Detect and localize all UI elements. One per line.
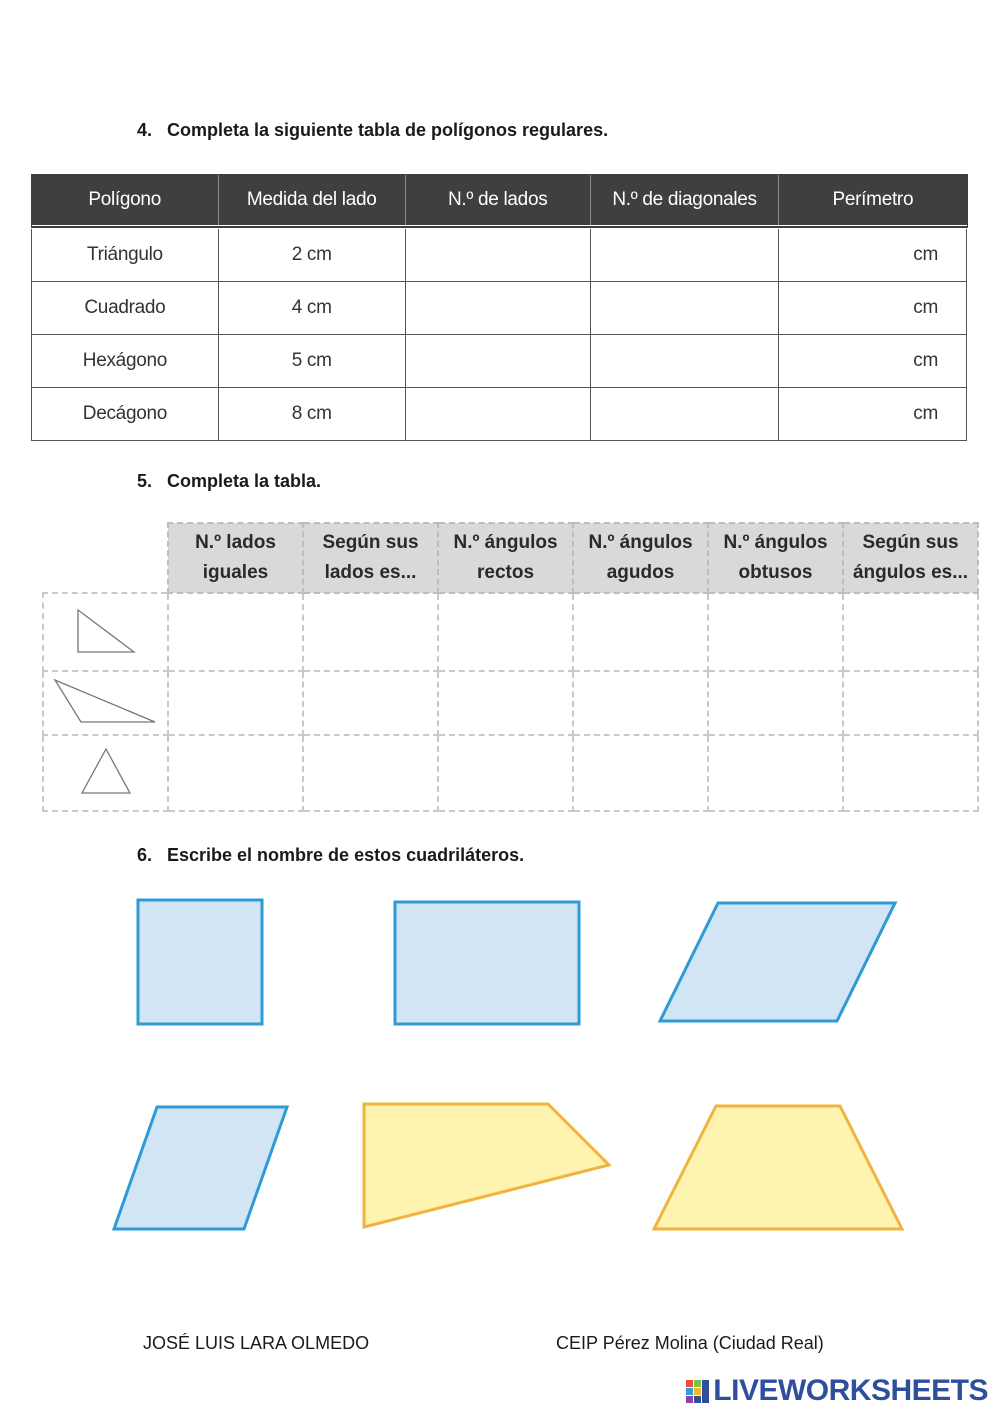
header-by-angles: Según sus ángulos es... <box>843 523 978 593</box>
isosceles-trapezoid-shape <box>654 1106 902 1229</box>
header-perimeter: Perímetro <box>779 175 967 227</box>
header-side-length: Medida del lado <box>218 175 405 227</box>
polygon-name: Triángulo <box>32 227 219 282</box>
rhomboid-shape <box>660 903 895 1021</box>
irregular-trapezoid-shape <box>364 1104 609 1227</box>
side-length: 2 cm <box>218 227 405 282</box>
header-right-angles: N.º ángulos rectos <box>438 523 573 593</box>
rectangle-shape <box>395 902 579 1024</box>
header-equal-sides: N.º lados iguales <box>168 523 303 593</box>
side-length: 5 cm <box>218 335 405 388</box>
liveworksheets-logo <box>685 1374 988 1408</box>
header-by-sides: Según sus lados es... <box>303 523 438 593</box>
section-6-title: Escribe el nombre de estos cuadriláteros. <box>167 845 525 865</box>
section-6-number: 6. <box>137 845 153 865</box>
brand-name: LIVEWORKSHEETS <box>713 1374 988 1407</box>
polygon-name: Hexágono <box>32 335 219 388</box>
perimeter-answer[interactable]: cm <box>779 282 967 335</box>
polygon-name: Cuadrado <box>32 282 219 335</box>
header-polygon: Polígono <box>32 175 219 227</box>
perimeter-answer[interactable]: cm <box>779 227 967 282</box>
section-4-title: Completa la siguiente tabla de polígonos regulares. <box>167 120 609 140</box>
liveworksheets-icon <box>685 1378 711 1404</box>
rhombus-shape <box>114 1107 287 1229</box>
side-length: 8 cm <box>218 388 405 441</box>
header-num-diagonals: N.º de diagonales <box>590 175 778 227</box>
square-shape <box>138 900 262 1024</box>
perimeter-answer[interactable]: cm <box>779 335 967 388</box>
side-length: 4 cm <box>218 282 405 335</box>
header-obtuse-angles: N.º ángulos obtusos <box>708 523 843 593</box>
school-name: CEIP Pérez Molina (Ciudad Real) <box>556 1333 824 1353</box>
section-5-number: 5. <box>137 471 153 491</box>
section-4-number: 4. <box>137 120 153 140</box>
header-num-sides: N.º de lados <box>405 175 590 227</box>
header-acute-angles: N.º ángulos agudos <box>573 523 708 593</box>
perimeter-answer[interactable]: cm <box>779 388 967 441</box>
polygon-name: Decágono <box>32 388 219 441</box>
author-name: JOSÉ LUIS LARA OLMEDO <box>143 1333 370 1353</box>
section-5-title: Completa la tabla. <box>167 471 322 491</box>
